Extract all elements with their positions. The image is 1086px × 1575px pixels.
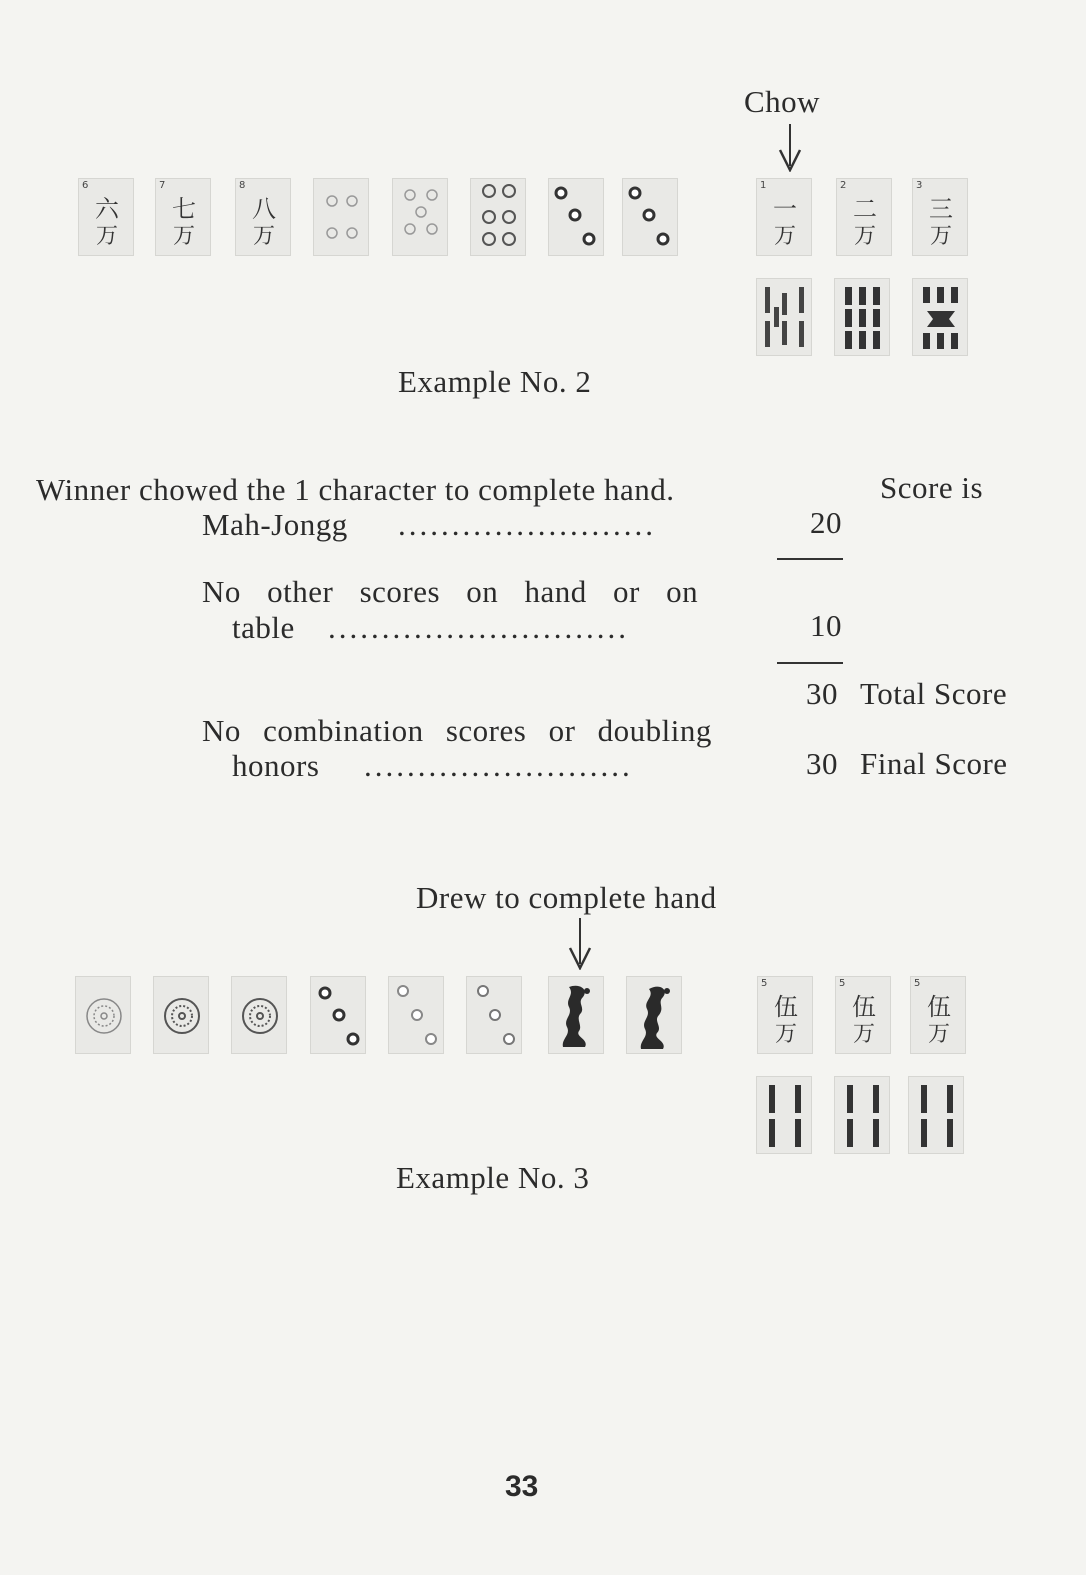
- tile-character-8: 8 八 万: [235, 178, 291, 256]
- leader-dots: ............................: [328, 610, 629, 645]
- tile-circle-3: [466, 976, 522, 1054]
- tile-character-2: 2 二 万: [836, 178, 892, 256]
- tile-dragon: [548, 976, 604, 1054]
- tile-circle-3: [548, 178, 604, 256]
- tile-circle-1: [231, 976, 287, 1054]
- final-score-label: Final Score: [860, 746, 1008, 781]
- tile-character-5: 5 伍 万: [757, 976, 813, 1054]
- no-other-points: 10: [810, 608, 842, 643]
- drew-label: Drew to complete hand: [416, 880, 717, 915]
- scoring-intro: Winner chowed the 1 character to complete hand.: [36, 472, 675, 507]
- tile-bamboo-8: [912, 278, 968, 356]
- tile-character-6: 6 六 万: [78, 178, 134, 256]
- tile-character-3: 3 三 万: [912, 178, 968, 256]
- example-3-caption: Example No. 3: [396, 1160, 590, 1195]
- sum-rule: [777, 662, 843, 664]
- arrow-down-icon: [778, 122, 802, 172]
- arrow-down-icon: [568, 916, 592, 970]
- tile-bamboo-7: [756, 278, 812, 356]
- no-other-scores-line2: table: [232, 610, 295, 645]
- leader-dots: ........................: [398, 507, 656, 542]
- no-combination-line2: honors: [232, 748, 320, 783]
- tile-circle-6: [470, 178, 526, 256]
- tile-character-5: 5 伍 万: [835, 976, 891, 1054]
- tile-bamboo-9: [834, 278, 890, 356]
- tile-circle-1: [153, 976, 209, 1054]
- scoring-intro-right: Score is: [880, 470, 984, 505]
- tile-circle-5: [392, 178, 448, 256]
- tile-circle-3: [388, 976, 444, 1054]
- total-points: 30: [806, 676, 838, 711]
- tile-character-1: 1 一 万: [756, 178, 812, 256]
- tile-bamboo-2: [908, 1076, 964, 1154]
- tile-circle-3: [622, 178, 678, 256]
- tile-circle-3: [310, 976, 366, 1054]
- total-score-label: Total Score: [860, 676, 1008, 711]
- tile-circle-4: [313, 178, 369, 256]
- example-2-caption: Example No. 2: [398, 364, 592, 399]
- mahjongg-label: Mah-Jongg: [202, 507, 348, 542]
- tile-bamboo-2: [834, 1076, 890, 1154]
- tile-dragon: [626, 976, 682, 1054]
- tile-character-7: 7 七 万: [155, 178, 211, 256]
- page-number: 33: [505, 1470, 539, 1503]
- no-other-scores-line1: No other scores on hand or on: [202, 574, 699, 609]
- sum-rule: [777, 558, 843, 560]
- tile-circle-1: [75, 976, 131, 1054]
- chow-label: Chow: [744, 84, 821, 119]
- mahjongg-points: 20: [810, 505, 842, 540]
- tile-bamboo-2: [756, 1076, 812, 1154]
- tile-character-5: 5 伍 万: [910, 976, 966, 1054]
- no-combination-line1: No combination scores or doubling: [202, 713, 712, 748]
- leader-dots: .........................: [364, 748, 633, 783]
- final-points: 30: [806, 746, 838, 781]
